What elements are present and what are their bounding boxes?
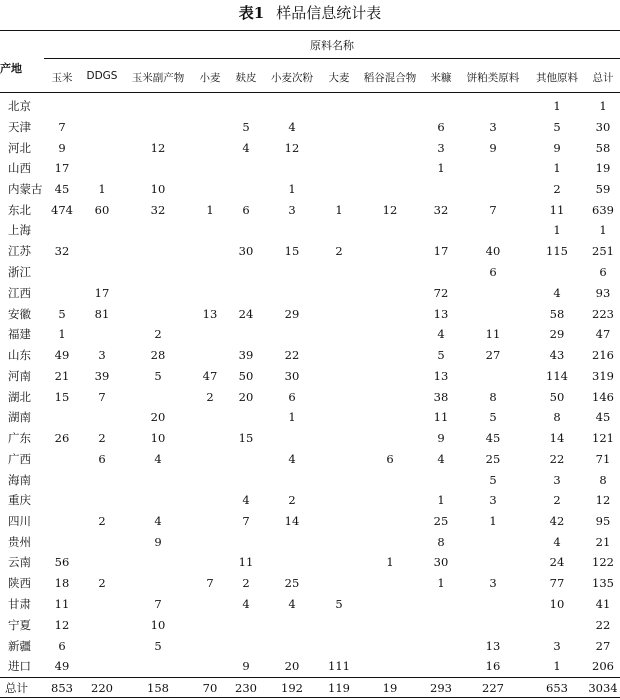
table-cell: 122 [592, 555, 614, 569]
table-row [0, 490, 620, 511]
table-cell: 6 [599, 265, 607, 279]
table-cell: 3 [437, 141, 445, 155]
table-cell: 4 [242, 141, 250, 155]
table-cell: 220 [91, 681, 113, 695]
region-name: 广东 [8, 431, 31, 445]
table-cell: 60 [94, 203, 110, 217]
table-cell: 95 [595, 514, 611, 528]
table-cell: 13 [485, 639, 501, 653]
table-title [0, 0, 620, 26]
header-origin: 产地 [0, 62, 22, 75]
table-cell: 10 [150, 431, 166, 445]
table-cell: 119 [328, 681, 350, 695]
table-cell: 49 [54, 659, 70, 673]
region-name: 陕西 [8, 576, 31, 590]
table-cell: 27 [595, 639, 611, 653]
table-cell: 3 [288, 203, 296, 217]
table-cell: 474 [51, 203, 73, 217]
table-cell: 2 [553, 182, 561, 196]
table-cell: 9 [154, 535, 162, 549]
table-row [0, 117, 620, 138]
column-header: 小麦次粉 [271, 72, 313, 84]
table-cell: 15 [284, 244, 300, 258]
column-header: 小麦 [199, 72, 221, 84]
table-cell: 32 [150, 203, 166, 217]
table-row [0, 407, 620, 428]
region-name: 福建 [8, 327, 31, 341]
table-cell: 1 [437, 161, 445, 175]
table-cell: 30 [284, 369, 300, 383]
table-cell: 8 [437, 535, 445, 549]
table-cell: 30 [595, 120, 611, 134]
table-cell: 293 [430, 681, 452, 695]
column-header: 其他原料 [536, 72, 578, 84]
table-cell: 3034 [588, 681, 618, 695]
table-cell: 15 [238, 431, 254, 445]
table-cell: 5 [489, 473, 497, 487]
table-cell: 3 [489, 120, 497, 134]
table-cell: 6 [98, 452, 106, 466]
region-name: 东北 [8, 203, 31, 217]
table-cell: 1 [335, 203, 343, 217]
table-cell: 9 [242, 659, 250, 673]
table-cell: 5 [553, 120, 561, 134]
table-cell: 10 [150, 182, 166, 196]
table-row [0, 158, 620, 179]
region-name: 宁夏 [8, 618, 31, 632]
table-cell: 71 [595, 452, 611, 466]
table-cell: 12 [284, 141, 300, 155]
column-header: 大麦 [328, 72, 350, 84]
table-cell: 21 [595, 535, 611, 549]
table-cell: 72 [433, 286, 449, 300]
table-cell: 25 [284, 576, 300, 590]
table-cell: 1 [553, 659, 561, 673]
table-row [0, 387, 620, 408]
region-name: 江苏 [8, 244, 31, 258]
table-cell: 47 [202, 369, 218, 383]
table-cell: 5 [58, 307, 66, 321]
table-cell: 38 [433, 390, 449, 404]
table-cell: 1 [288, 182, 296, 196]
table-cell: 8 [489, 390, 497, 404]
region-name: 海南 [8, 473, 31, 487]
table-cell: 7 [489, 203, 497, 217]
table-row [0, 138, 620, 159]
table-cell: 2 [154, 327, 162, 341]
table-cell: 639 [592, 203, 614, 217]
table-cell: 16 [485, 659, 501, 673]
table-cell: 653 [546, 681, 568, 695]
table-cell: 121 [592, 431, 614, 445]
region-name: 河南 [8, 369, 31, 383]
region-name: 甘肃 [8, 597, 31, 611]
region-name: 广西 [8, 452, 31, 466]
table-cell: 3 [553, 639, 561, 653]
region-name: 贵州 [8, 535, 31, 549]
table-cell: 1 [599, 223, 607, 237]
table-row [0, 428, 620, 449]
table-cell: 58 [549, 307, 565, 321]
table-cell: 2 [288, 493, 296, 507]
table-cell: 21 [54, 369, 70, 383]
table-row [0, 304, 620, 325]
table-cell: 26 [54, 431, 70, 445]
table-row [0, 96, 620, 117]
table-cell: 4 [553, 535, 561, 549]
table-cell: 1 [489, 514, 497, 528]
table-cell: 3 [98, 348, 106, 362]
table-cell: 2 [98, 431, 106, 445]
table-cell: 4 [288, 597, 296, 611]
region-name: 山东 [8, 348, 31, 362]
table-cell: 15 [54, 390, 70, 404]
table-cell: 19 [382, 681, 398, 695]
column-header: 米糠 [430, 72, 452, 84]
table-cell: 4 [437, 452, 445, 466]
table-cell: 7 [206, 576, 214, 590]
table-cell: 42 [549, 514, 565, 528]
table-cell: 13 [433, 369, 449, 383]
table-cell: 27 [485, 348, 501, 362]
table-cell: 319 [592, 369, 614, 383]
table-cell: 11 [485, 327, 501, 341]
table-row [0, 449, 620, 470]
column-header: 总计 [592, 72, 614, 84]
table-cell: 20 [150, 410, 166, 424]
table-title-text: 样品信息统计表 [276, 4, 382, 22]
region-name: 江西 [8, 286, 31, 300]
table-row [0, 573, 620, 594]
table-cell: 12 [54, 618, 70, 632]
table-cell: 1 [206, 203, 214, 217]
table-row [0, 262, 620, 283]
table-cell: 111 [328, 659, 350, 673]
table-cell: 158 [147, 681, 169, 695]
region-name: 北京 [8, 99, 31, 113]
table-row [0, 615, 620, 636]
table-cell: 14 [284, 514, 300, 528]
table-cell: 10 [150, 618, 166, 632]
table-cell: 230 [235, 681, 257, 695]
table-cell: 4 [242, 493, 250, 507]
table-cell: 25 [485, 452, 501, 466]
total-row [0, 678, 620, 699]
region-name: 浙江 [8, 265, 31, 279]
table-cell: 146 [592, 390, 614, 404]
table-row [0, 324, 620, 345]
table-cell: 114 [546, 369, 568, 383]
table-cell: 5 [489, 410, 497, 424]
table-cell: 30 [238, 244, 254, 258]
table-cell: 7 [98, 390, 106, 404]
region-name: 云南 [8, 555, 31, 569]
region-name: 新疆 [8, 639, 31, 653]
table-cell: 5 [154, 639, 162, 653]
column-header: 稻谷混合物 [363, 72, 417, 84]
table-cell: 853 [51, 681, 73, 695]
table-cell: 135 [592, 576, 614, 590]
table-cell: 192 [281, 681, 303, 695]
top-rule [0, 30, 620, 31]
table-cell: 45 [485, 431, 501, 445]
table-cell: 5 [437, 348, 445, 362]
table-cell: 1 [437, 493, 445, 507]
table-cell: 47 [595, 327, 611, 341]
table-cell: 4 [154, 452, 162, 466]
table-row [0, 241, 620, 262]
table-cell: 7 [242, 514, 250, 528]
table-cell: 13 [433, 307, 449, 321]
table-cell: 9 [489, 141, 497, 155]
column-header: 玉米副产物 [131, 72, 185, 84]
table-row [0, 636, 620, 657]
table-cell: 56 [54, 555, 70, 569]
table-cell: 14 [549, 431, 565, 445]
table-cell: 1 [553, 223, 561, 237]
table-cell: 11 [54, 597, 70, 611]
table-cell: 28 [150, 348, 166, 362]
table-cell: 81 [94, 307, 110, 321]
table-cell: 22 [549, 452, 565, 466]
table-row [0, 594, 620, 615]
table-cell: 8 [599, 473, 607, 487]
table-cell: 24 [549, 555, 565, 569]
table-cell: 6 [437, 120, 445, 134]
table-cell: 32 [433, 203, 449, 217]
column-header: 饼粕类原料 [466, 72, 520, 84]
table-row [0, 220, 620, 241]
table-cell: 19 [595, 161, 611, 175]
table-cell: 17 [94, 286, 110, 300]
table-cell: 227 [482, 681, 504, 695]
table-cell: 93 [595, 286, 611, 300]
table-cell: 206 [592, 659, 614, 673]
table-cell: 13 [202, 307, 218, 321]
table-cell: 29 [549, 327, 565, 341]
table-cell: 22 [595, 618, 611, 632]
table-cell: 50 [238, 369, 254, 383]
table-cell: 2 [242, 576, 250, 590]
table-cell: 25 [433, 514, 449, 528]
table-cell: 12 [382, 203, 398, 217]
table-cell: 6 [242, 203, 250, 217]
table-cell: 2 [553, 493, 561, 507]
table-cell: 11 [433, 410, 449, 424]
table-cell: 1 [599, 99, 607, 113]
region-name: 四川 [8, 514, 31, 528]
table-cell: 115 [546, 244, 568, 258]
table-cell: 216 [592, 348, 614, 362]
header-group-label: 原料名称 [310, 39, 354, 52]
table-cell: 9 [553, 141, 561, 155]
table-cell: 223 [592, 307, 614, 321]
region-name: 天津 [8, 120, 31, 134]
table-cell: 40 [485, 244, 501, 258]
table-cell: 2 [335, 244, 343, 258]
table-cell: 5 [154, 369, 162, 383]
table-cell: 2 [206, 390, 214, 404]
table-cell: 20 [238, 390, 254, 404]
column-header: DDGS [86, 70, 118, 82]
group-underline [44, 58, 620, 59]
table-cell: 4 [242, 597, 250, 611]
table-cell: 22 [284, 348, 300, 362]
table-cell: 3 [553, 473, 561, 487]
table-cell: 70 [202, 681, 218, 695]
table-cell: 3 [489, 576, 497, 590]
table-cell: 251 [592, 244, 614, 258]
region-name: 湖北 [8, 390, 31, 404]
column-header: 麸皮 [235, 72, 257, 84]
table-row [0, 532, 620, 553]
table-row [0, 200, 620, 221]
table-row [0, 552, 620, 573]
table-cell: 39 [238, 348, 254, 362]
table-cell: 6 [58, 639, 66, 653]
table-cell: 10 [549, 597, 565, 611]
table-row [0, 366, 620, 387]
table-cell: 32 [54, 244, 70, 258]
table-cell: 41 [595, 597, 611, 611]
table-row [0, 656, 620, 677]
table-cell: 9 [58, 141, 66, 155]
table-cell: 6 [288, 390, 296, 404]
column-header: 玉米 [51, 72, 73, 84]
table-cell: 12 [595, 493, 611, 507]
region-name: 总计 [5, 681, 28, 695]
header-rule [0, 92, 620, 93]
table-cell: 43 [549, 348, 565, 362]
table-cell: 11 [549, 203, 565, 217]
table-cell: 45 [54, 182, 70, 196]
region-name: 湖南 [8, 410, 31, 424]
table-cell: 7 [154, 597, 162, 611]
table-cell: 2 [98, 576, 106, 590]
table-cell: 7 [58, 120, 66, 134]
table-cell: 20 [284, 659, 300, 673]
region-name: 安徽 [8, 307, 31, 321]
table-cell: 77 [549, 576, 565, 590]
table-cell: 2 [98, 514, 106, 528]
table-cell: 1 [553, 99, 561, 113]
table-cell: 18 [54, 576, 70, 590]
table-row [0, 345, 620, 366]
table-cell: 6 [489, 265, 497, 279]
table-cell: 1 [98, 182, 106, 196]
region-name: 上海 [8, 223, 31, 237]
table-cell: 59 [595, 182, 611, 196]
table-cell: 1 [58, 327, 66, 341]
table-cell: 39 [94, 369, 110, 383]
table-cell: 3 [489, 493, 497, 507]
table-cell: 4 [288, 452, 296, 466]
region-name: 山西 [8, 161, 31, 175]
table-row [0, 470, 620, 491]
table-cell: 8 [553, 410, 561, 424]
table-cell: 58 [595, 141, 611, 155]
table-cell: 29 [284, 307, 300, 321]
region-name: 重庆 [8, 493, 31, 507]
table-cell: 5 [242, 120, 250, 134]
table-cell: 6 [386, 452, 394, 466]
table-cell: 30 [433, 555, 449, 569]
region-name: 河北 [8, 141, 31, 155]
table-cell: 17 [54, 161, 70, 175]
table-cell: 49 [54, 348, 70, 362]
table-row [0, 179, 620, 200]
table-cell: 45 [595, 410, 611, 424]
region-name: 内蒙古 [8, 182, 43, 196]
table-cell: 1 [553, 161, 561, 175]
table-cell: 1 [386, 555, 394, 569]
table-cell: 17 [433, 244, 449, 258]
bottom-rule [0, 697, 620, 698]
region-name: 进口 [8, 659, 31, 673]
table-cell: 1 [288, 410, 296, 424]
table-cell: 4 [437, 327, 445, 341]
total-rule [0, 677, 620, 678]
table-cell: 24 [238, 307, 254, 321]
table-cell: 9 [437, 431, 445, 445]
table-cell: 4 [553, 286, 561, 300]
table-cell: 11 [238, 555, 254, 569]
table-cell: 50 [549, 390, 565, 404]
table-row [0, 511, 620, 532]
table-cell: 5 [335, 597, 343, 611]
table-cell: 1 [437, 576, 445, 590]
table-row [0, 283, 620, 304]
table-cell: 4 [154, 514, 162, 528]
table-cell: 12 [150, 141, 166, 155]
table-cell: 4 [288, 120, 296, 134]
table-number: 表1 [238, 4, 265, 22]
